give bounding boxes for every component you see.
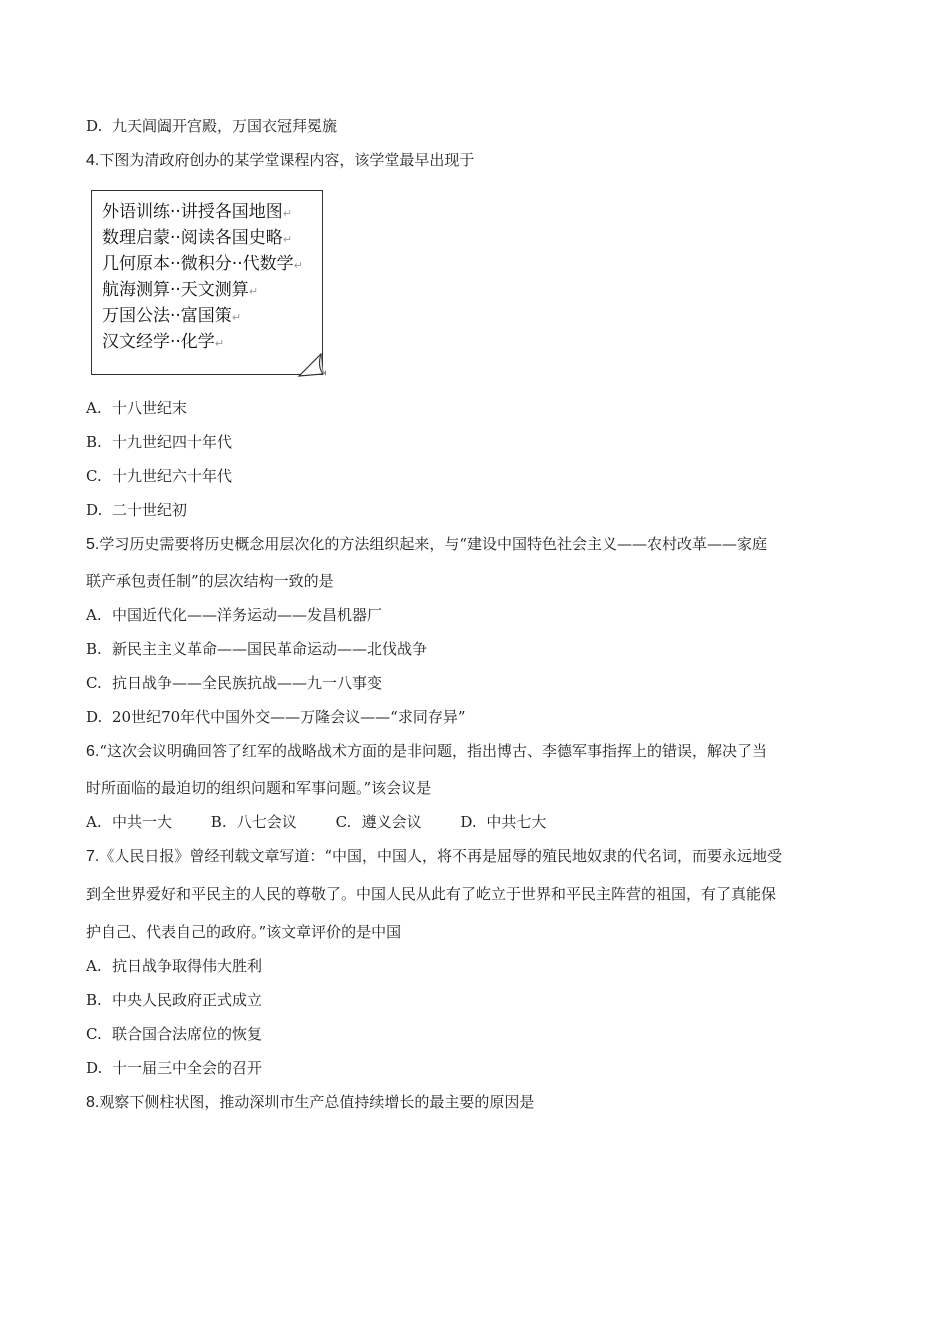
q5-option-d: D. 20世纪70年代中国外交——万隆会议——“求同存异”	[86, 708, 466, 726]
q6-options	[86, 812, 580, 832]
q4-option-a: A. 十八世纪末	[86, 399, 188, 417]
q5-stem-cont: 联产承包责任制”的层次结构一致的是	[86, 572, 334, 590]
q7-stem-cont: 护自己、代表自己的政府。”该文章评价的是中国	[86, 923, 402, 941]
q5-stem: 5.学习历史需要将历史概念用层次化的方法组织起来，与“建设中国特色社会主义——农村改革——家庭	[86, 535, 768, 553]
curriculum-line: 外语训练··讲授各国地图↵	[102, 202, 293, 222]
q7-option-a: A. 抗日战争取得伟大胜利	[86, 957, 263, 975]
q6-option-b: B. 八七会议	[210, 813, 297, 831]
q6-option-a: A. 中共一大	[86, 813, 173, 831]
q4-option-b: B. 十九世纪四十年代	[86, 433, 233, 451]
page-curl-icon	[297, 350, 329, 378]
q5-option-c: C. 抗日战争——全民族抗战——九一八事变	[86, 674, 383, 692]
q5-option-a: A. 中国近代化——洋务运动——发昌机器厂	[86, 606, 383, 624]
curriculum-line: 万国公法··富国策↵	[102, 306, 242, 326]
curriculum-line: 航海测算··天文测算↵	[102, 280, 259, 300]
q7-option-b: B. 中央人民政府正式成立	[86, 991, 263, 1009]
q7-stem-cont: 到全世界爱好和平民主的人民的尊敬了。中国人民从此有了屹立于世界和平民主阵营的祖国，有了真能保	[86, 885, 777, 903]
q8-stem: 8.观察下侧柱状图，推动深圳市生产总值持续增长的最主要的原因是	[86, 1093, 535, 1111]
q6-stem: 6.“这次会议明确回答了红军的战略战术方面的是非问题，指出博古、李德军事指挥上的错误，解决了当	[86, 742, 768, 760]
curriculum-line: 几何原本··微积分··代数学↵	[102, 254, 303, 274]
curriculum-figure	[91, 190, 323, 375]
q7-stem: 7.《人民日报》曾经刊载文章写道：“中国，中国人，将不再是屈辱的殖民地奴隶的代名词，而要永远地受	[86, 847, 783, 865]
curriculum-line: 数理启蒙··阅读各国史略↵	[102, 228, 293, 248]
curriculum-line: 汉文经学··化学↵	[102, 332, 225, 352]
q5-option-b: B. 新民主主义革命——国民革命运动——北伐战争	[86, 640, 428, 658]
q4-stem: 4.下图为清政府创办的某学堂课程内容，该学堂最早出现于	[86, 151, 475, 169]
q3-option-d: D. 九天阊阖开宫殿，万国衣冠拜冕旒	[86, 117, 338, 135]
q4-option-d: D. 二十世纪初	[86, 501, 188, 519]
q4-option-c: C. 十九世纪六十年代	[86, 467, 233, 485]
q6-stem-cont: 时所面临的最迫切的组织问题和军事问题。”该会议是	[86, 779, 432, 797]
q7-option-d: D. 十一届三中全会的召开	[86, 1059, 263, 1077]
q6-option-d: D. 中共七大	[460, 813, 547, 831]
q7-option-c: C. 联合国合法席位的恢复	[86, 1025, 263, 1043]
q6-option-c: C. 遵义会议	[335, 813, 422, 831]
